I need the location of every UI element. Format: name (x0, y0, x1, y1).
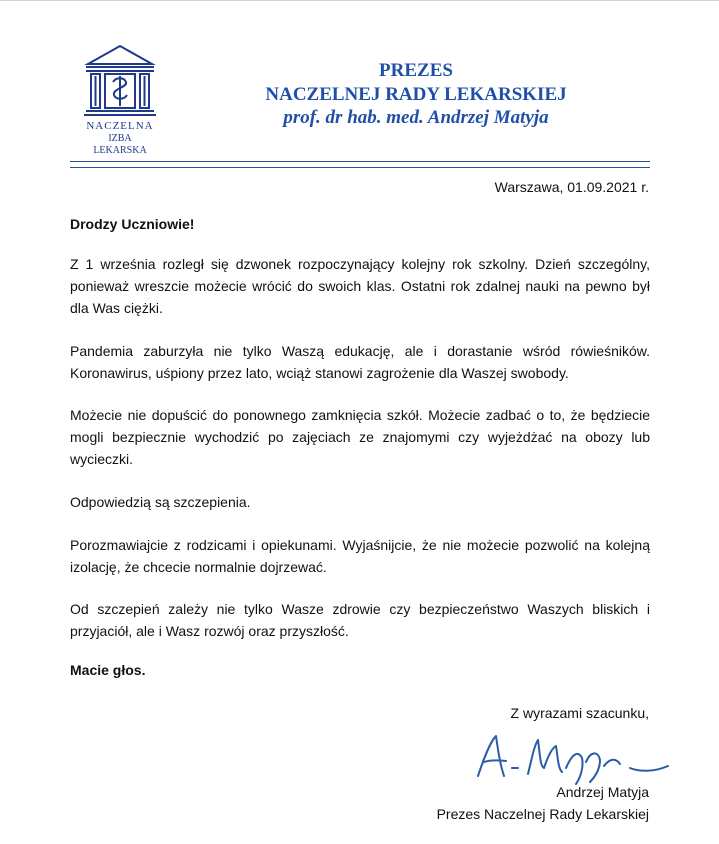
logo-text-line-1: NACZELNA (86, 120, 154, 132)
closing-regards: Z wyrazami szacunku, (510, 705, 649, 721)
header-divider-top (70, 161, 650, 162)
header-divider-bottom (70, 167, 650, 168)
header-title-line-1: PREZES (379, 60, 453, 81)
page-top-edge (0, 0, 719, 1)
header-title-line-2: NACZELNEJ RADY LEKARSKIEJ (265, 84, 567, 105)
signer-title: Prezes Naczelnej Rady Lekarskiej (436, 806, 649, 822)
closing-statement: Macie głos. (70, 662, 146, 678)
paragraph-1: Z 1 września rozległ się dzwonek rozpoczynający kolejny rok szkolny. Dzień szczególny, ponieważ wreszcie możecie wrócić do swoich klas. Ostatni rok zdalnej nauki na pewno był dla Was ciężki. (70, 256, 650, 316)
naczelna-izba-lekarska-logo (82, 42, 158, 156)
paragraph-2: Pandemia zaburzyła nie tylko Waszą edukację, ale i dorastanie wśród rówieśników. Koronawirus, uśpiony przez lato, wciąż stanowi zagrożenie dla Waszej swobody. (70, 343, 650, 381)
logo-text-line-2: IZBA LEKARSKA (93, 133, 147, 156)
handwritten-signature (470, 728, 680, 788)
temple-emblem-icon (82, 42, 158, 118)
signer-name: Andrzej Matyja (556, 784, 649, 800)
paragraph-5: Porozmawiajcie z rodzicami i opiekunami. Wyjaśnijcie, że nie możecie pozwolić na kolejną izolację, że chcecie normalnie dojrzewać. (70, 537, 650, 575)
paragraph-4: Odpowiedzią są szczepienia. (70, 494, 251, 510)
place-and-date: Warszawa, 01.09.2021 r. (494, 179, 649, 195)
header-author-name: prof. dr hab. med. Andrzej Matyja (283, 107, 549, 128)
letter-greeting: Drodzy Uczniowie! (70, 216, 195, 232)
paragraph-6: Od szczepień zależy nie tylko Wasze zdrowie czy bezpieczeństwo Waszych bliskich i przyjaciół, ale i Wasz rozwój oraz przyszłość. (70, 601, 650, 639)
paragraph-3: Możecie nie dopuścić do ponownego zamknięcia szkół. Możecie zadbać o to, że będziecie mogli bezpiecznie wychodzić po zajęciach ze znajomymi czy wyjeżdżać na obozy lub wycieczki. (70, 407, 650, 467)
